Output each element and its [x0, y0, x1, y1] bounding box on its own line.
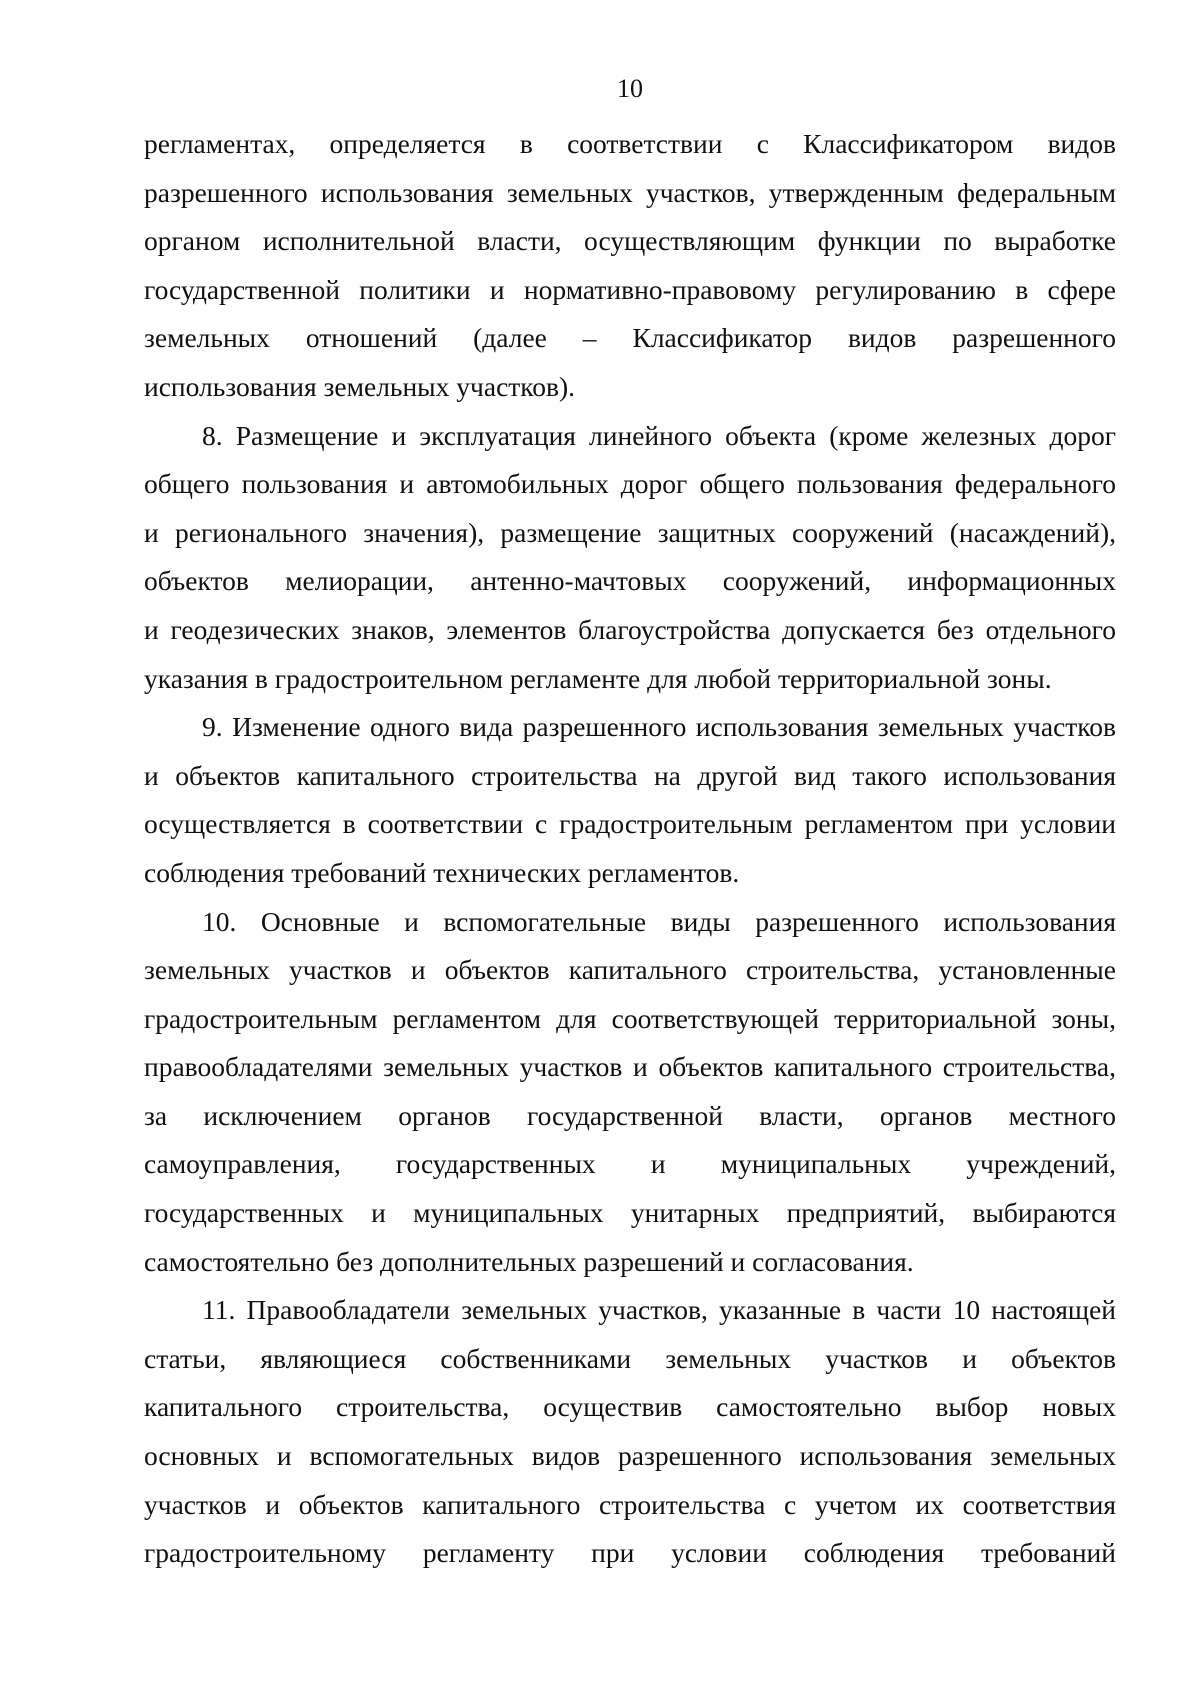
text-line: указания в градостроительном регламенте для любой территориальной зоны. — [144, 662, 1052, 694]
paragraph-p10 — [144, 898, 1116, 1287]
text-line: и объектов капитального строительства на другой вид такого использования — [144, 759, 1116, 791]
text-line: соблюдения требований технических регламентов. — [144, 856, 740, 888]
text-line: правообладателями земельных участков и объектов капитального строительства, — [144, 1051, 1116, 1083]
text-line: и геодезических знаков, элементов благоустройства допускается без отдельного — [144, 613, 1116, 645]
text-line: 9. Изменение одного вида разрешенного использования земельных участков — [202, 711, 1116, 743]
text-line: статьи, являющиеся собственниками земельных участков и объектов — [144, 1342, 1116, 1374]
text-line: земельных участков и объектов капитального строительства, установленные — [144, 954, 1116, 986]
text-line: градостроительным регламентом для соответствующей территориальной зоны, — [144, 1002, 1116, 1034]
text-line: государственных и муниципальных унитарных предприятий, выбираются — [144, 1197, 1116, 1229]
text-line: участков и объектов капитального строительства с учетом их соответствия — [144, 1488, 1116, 1520]
text-line: использования земельных участков). — [144, 370, 576, 402]
paragraph-p11 — [144, 1286, 1116, 1578]
text-line: 8. Размещение и эксплуатация линейного объекта (кроме железных дорог — [202, 419, 1116, 451]
text-line: земельных отношений (далее – Классификатор видов разрешенного — [144, 322, 1116, 354]
text-line: самостоятельно без дополнительных разрешений и согласования. — [144, 1245, 914, 1277]
text-line: капитального строительства, осуществив самостоятельно выбор новых — [144, 1391, 1116, 1423]
text-line: общего пользования и автомобильных дорог общего пользования федерального — [144, 468, 1116, 500]
text-line: самоуправления, государственных и муниципальных учреждений, — [144, 1148, 1116, 1180]
text-line: 10. Основные и вспомогательные виды разрешенного использования — [202, 905, 1116, 937]
paragraph-p8 — [144, 412, 1116, 704]
text-line: регламентах, определяется в соответствии с Классификатором видов — [144, 128, 1116, 159]
text-line: градостроительному регламенту при условии соблюдения требований — [144, 1537, 1116, 1569]
paragraph-p-cont — [144, 120, 1116, 412]
text-line: государственной политики и нормативно-правовому регулированию в сфере — [144, 273, 1116, 305]
text-line: и регионального значения), размещение защитных сооружений (насаждений), — [144, 516, 1116, 548]
page-number: 10 — [617, 74, 643, 103]
text-line: органом исполнительной власти, осуществляющим функции по выработке — [144, 225, 1116, 257]
document-body — [144, 120, 1116, 1578]
text-line: за исключением органов государственной власти, органов местного — [144, 1099, 1116, 1131]
paragraph-p9 — [144, 703, 1116, 897]
text-line: объектов мелиорации, антенно-мачтовых сооружений, информационных — [144, 565, 1116, 597]
text-line: основных и вспомогательных видов разрешенного использования земельных — [144, 1440, 1116, 1472]
text-line: осуществляется в соответствии с градостроительным регламентом при условии — [144, 808, 1116, 840]
text-line: разрешенного использования земельных участков, утвержденным федеральным — [144, 176, 1116, 208]
text-line: 11. Правообладатели земельных участков, указанные в части 10 настоящей — [202, 1294, 1116, 1326]
